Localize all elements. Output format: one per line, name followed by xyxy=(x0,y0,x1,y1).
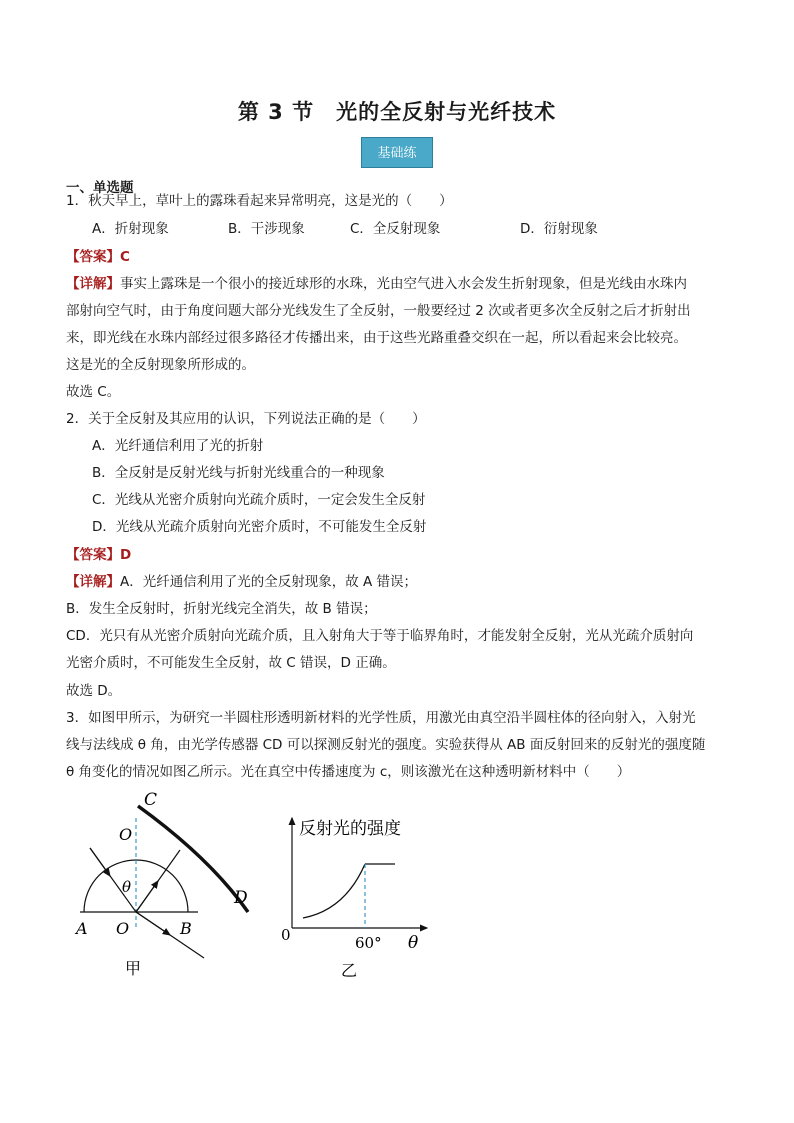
fig-b-origin: 0 xyxy=(281,926,291,944)
fig-a-caption: 甲 xyxy=(125,959,142,978)
q2-answer xyxy=(66,543,131,563)
q2-detail-label: 【详解】 xyxy=(66,574,120,590)
q2-option-d: D．光线从光疏介质射向光密介质时，不可能发生全反射 xyxy=(92,519,427,535)
q1-answer xyxy=(66,245,130,265)
q2-detail-line-4: 光密介质时，不可能发生全反射，故 C 错误，D 正确。 xyxy=(66,655,396,671)
fig-a-label-b: B xyxy=(180,919,192,938)
fig-a-label-theta: θ xyxy=(122,878,132,896)
q2-option-c: C．光线从光密介质射向光疏介质时，一定会发生全反射 xyxy=(92,492,426,508)
q1-option-c: C．全反射现象 xyxy=(350,221,441,237)
q1-detail-line-3: 来，即光线在水珠内部经过很多路径才传播出来，由于这些光路重叠交织在一起，所以看起来会比较亮。 xyxy=(66,330,687,346)
q2-detail-line-3: CD．光只有从光密介质射向光疏介质，且入射角大于等于临界角时，才能发射全反射，光从光疏介质射向 xyxy=(66,628,694,644)
q1-detail-line-1: 【详解】事实上露珠是一个很小的接近球形的水珠，光由空气进入水会发生折射现象，但是光线由水珠内 xyxy=(66,276,687,292)
q2-detail-line-1: 【详解】A．光纤通信利用了光的全反射现象，故 A 错误； xyxy=(66,574,418,590)
q1-answer-label: 【答案】 xyxy=(66,249,120,265)
q1-option-a: A．折射现象 xyxy=(92,221,169,237)
q2-detail-line-2: B．发生全反射时，折射光线完全消失，故 B 错误； xyxy=(66,601,377,617)
figure-a-semicircle xyxy=(70,788,270,988)
fig-a-label-o: O xyxy=(116,919,130,938)
q2-answer-label: 【答案】 xyxy=(66,547,120,563)
q1-conclusion: 故选 C。 xyxy=(66,384,121,400)
q1-detail-label: 【详解】 xyxy=(66,276,120,292)
fig-a-label-c: C xyxy=(144,790,158,810)
q3-stem-line-1: 3．如图甲所示，为研究一半圆柱形透明新材料的光学性质，用激光由真空沿半圆柱体的径向射入，入射光 xyxy=(66,710,696,726)
q2-stem: 2．关于全反射及其应用的认识，下列说法正确的是（ ） xyxy=(66,411,426,427)
fig-b-tick-60: 60° xyxy=(355,934,382,952)
fig-a-label-a: A xyxy=(76,919,88,938)
q1-detail-line-2: 部射向空气时，由于角度问题大部分光线发生了全反射，一般要经过 2 次或者更多次全反射之后才折射出 xyxy=(66,303,691,319)
page-title: 第 3 节 光的全反射与光纤技术 xyxy=(237,100,557,124)
q1-option-b: B．干涉现象 xyxy=(228,221,305,237)
q2-conclusion: 故选 D。 xyxy=(66,683,122,699)
q2-option-b: B．全反射是反射光线与折射光线重合的一种现象 xyxy=(92,465,385,481)
q1-answer-value: C xyxy=(120,249,130,265)
q3-stem-line-3: θ 角变化的情况如图乙所示。光在真空中传播速度为 c，则该激光在这种透明新材料中（ ） xyxy=(66,764,631,780)
level-badge: 基础练 xyxy=(361,137,433,168)
fig-b-caption: 乙 xyxy=(341,961,358,980)
fig-a-label-d: D xyxy=(234,888,248,908)
fig-a-label-o-top: O xyxy=(119,825,133,844)
q1-option-d: D．衍射现象 xyxy=(520,221,598,237)
figure-b-intensity-graph xyxy=(275,806,445,986)
fig-b-ylabel: 反射光的强度 xyxy=(299,819,401,839)
q3-stem-line-2: 线与法线成 θ 角，由光学传感器 CD 可以探测反射光的强度。实验获得从 AB 面反射回来的反射光的强度随 xyxy=(66,737,706,753)
q2-answer-value: D xyxy=(120,547,132,563)
section-heading: 一、单选题 xyxy=(66,180,134,196)
q2-option-a: A．光纤通信利用了光的折射 xyxy=(92,438,264,454)
q1-stem: 1．秋天早上，草叶上的露珠看起来异常明亮，这是光的（ ） xyxy=(66,193,453,209)
q1-detail-line-4: 这是光的全反射现象所形成的。 xyxy=(66,357,255,373)
fig-b-xlabel: θ xyxy=(408,933,419,953)
